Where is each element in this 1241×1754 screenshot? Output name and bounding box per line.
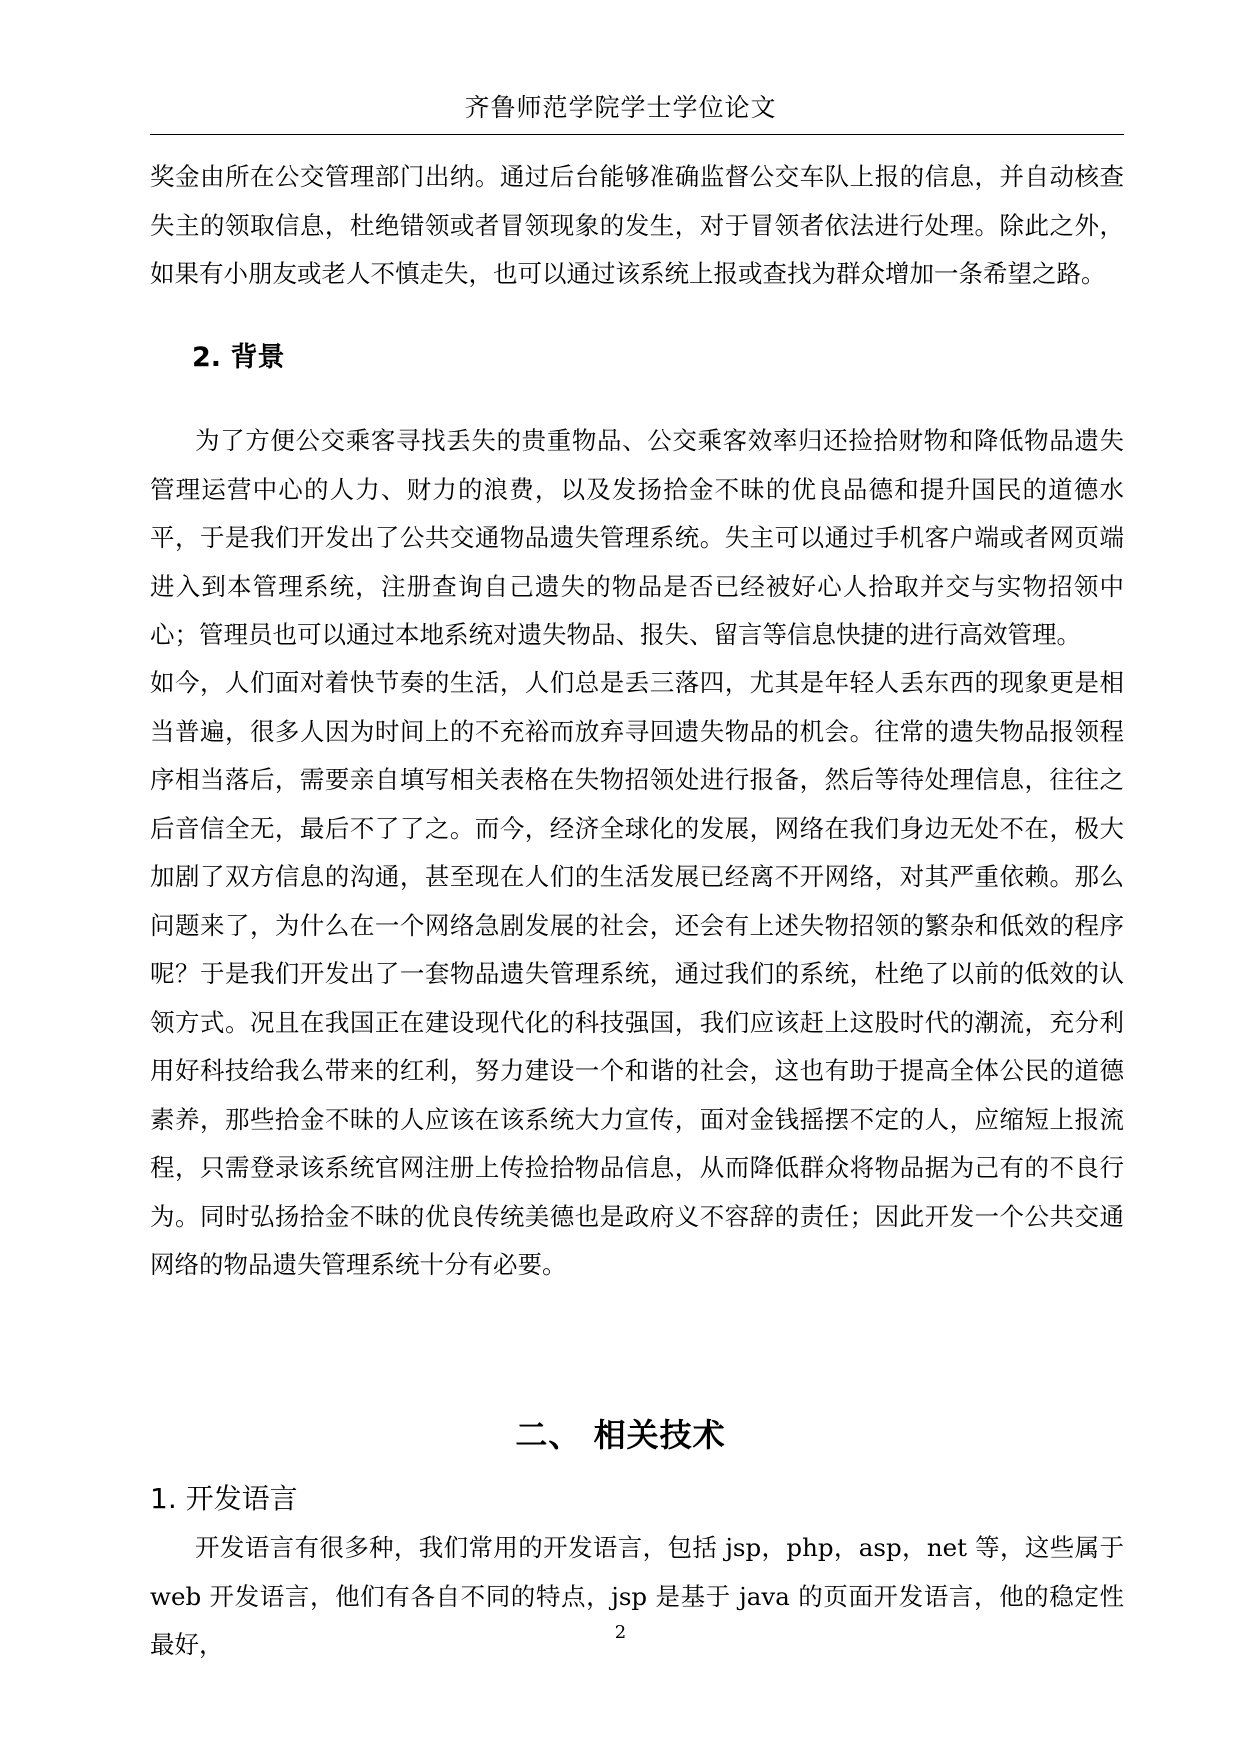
background-paragraph-1: 为了方便公交乘客寻找丢失的贵重物品、公交乘客效率归还捡拾财物和降低物品遗失管理运营中心的人力、财力的浪费，以及发扬拾金不昧的优良品德和提升国民的道德水平，于是我们开发出了公共交通物品遗失管理系统。失主可以通过手机客户端或者网页端进入到本管理系统，注册查询自己遗失的物品是否已经被好心人拾取并交与实物招领中心；管理员也可以通过本地系统对遗失物品、报失、留言等信息快捷的进行高效管理。 [150, 426, 1124, 649]
background-paragraph-2: 如今，人们面对着快节奏的生活，人们总是丢三落四，尤其是年轻人丢东西的现象更是相当普遍，很多人因为时间上的不充裕而放弃寻回遗失物品的机会。往常的遗失物品报领程序相当落后，需要亲自填写相关表格在失物招领处进行报备，然后等待处理信息，往往之后音信全无，最后不了了之。而今，经济全球化的发展，网络在我们身边无处不在，极大加剧了双方信息的沟通，甚至现在人们的生活发展已经离不开网络，对其严重依赖。那么问题来了，为什么在一个网络急剧发展的社会，还会有上述失物招领的繁杂和低效的程序呢？于是我们开发出了一套物品遗失管理系统，通过我们的系统，杜绝了以前的低效的认领方式。况且在我国正在建设现代化的科技强国，我们应该赶上这股时代的潮流，充分利用好科技给我么带来的红利，努力建设一个和谐的社会，这也有助于提高全体公民的道德素养，那些拾金不昧的人应该在该系统大力宣传，面对金钱摇摆不定的人，应缩短上报流程，只需登录该系统官网注册上传捡拾物品信息，从而降低群众将物品据为己有的不良行为。同时弘扬拾金不昧的优良传统美德也是政府义不容辞的责任；因此开发一个公共交通网络的物品遗失管理系统十分有必要。 [150, 668, 1124, 1279]
page-number: 2 [614, 1622, 627, 1643]
dev-language-paragraph: 开发语言有很多种，我们常用的开发语言，包括 jsp，php，asp，net 等，这些属于 web 开发语言，他们有各自不同的特点，jsp 是基于 java 的页面开发语言，他的稳定性最好， [150, 1533, 1124, 1659]
header-rule [150, 134, 1124, 135]
chapter-heading-related-tech: 二、 相关技术 [515, 1416, 726, 1454]
subsection-heading-dev-language: 1. 开发语言 [150, 1482, 298, 1515]
running-header: 齐鲁师范学院学士学位论文 [464, 93, 777, 122]
top-paragraph: 奖金由所在公交管理部门出纳。通过后台能够准确监督公交车队上报的信息，并自动核查失主的领取信息，杜绝错领或者冒领现象的发生，对于冒领者依法进行处理。除此之外，如果有小朋友或老人不慎走失，也可以通过该系统上报或查找为群众增加一条希望之路。 [150, 162, 1124, 288]
section-heading-background: 2. 背景 [192, 342, 285, 373]
